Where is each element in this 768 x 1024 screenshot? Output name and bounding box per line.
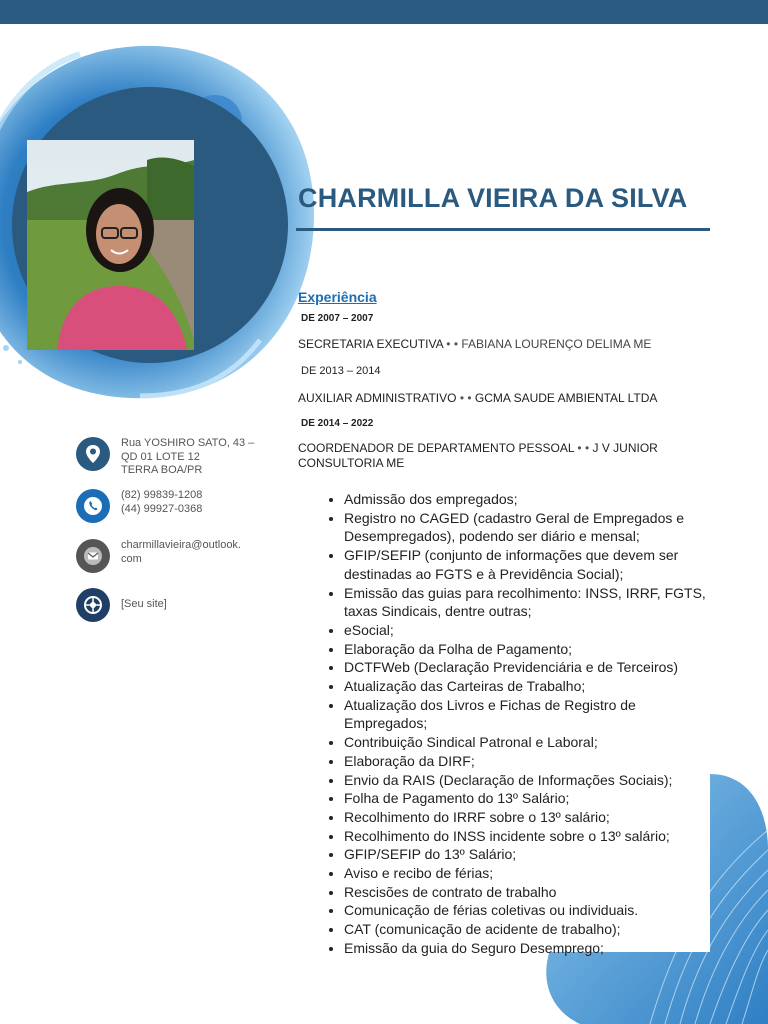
name-divider: [296, 228, 710, 231]
map-pin-icon: [76, 437, 110, 471]
contact-address: [76, 437, 286, 477]
phone-number-1: (82) 99839-1208: [121, 489, 203, 501]
job-3-dates: DE 2014 – 2022: [301, 418, 374, 429]
task-item: • Atualização dos Livros e Fichas de Registro de Empregados;: [344, 696, 710, 733]
task-item: • Envio da RAIS (Declaração de Informações Sociais);: [344, 771, 710, 790]
job-1-role: SECRETARIA EXECUTIVA: [298, 337, 443, 351]
task-item: • Comunicação de férias coletivas ou individuais.: [344, 901, 710, 920]
task-item: • Elaboração da DIRF;: [344, 752, 710, 771]
contact-website: [76, 588, 286, 628]
phone-icon: [76, 489, 110, 523]
top-bar: [0, 0, 768, 24]
task-item: • Atualização das Carteiras de Trabalho;: [344, 677, 710, 696]
task-item: • GFIP/SEFIP (conjunto de informações que devem ser destinadas ao FGTS e à Previdência Social);: [344, 546, 710, 583]
email-line-2[interactable]: com: [121, 552, 142, 565]
task-item: • GFIP/SEFIP do 13º Salário;: [344, 845, 710, 864]
website-icon: [76, 588, 110, 622]
address-line-2: QD 01 LOTE 12: [121, 450, 200, 463]
task-item: • Elaboração da Folha de Pagamento;: [344, 640, 710, 659]
website-link[interactable]: [Seu site]: [121, 598, 167, 610]
profile-photo: [27, 140, 194, 350]
task-list: [300, 490, 710, 958]
job-1-dates: DE 2007 – 2007: [301, 313, 374, 324]
task-item: • Folha de Pagamento do 13º Salário;: [344, 789, 710, 808]
job-2-dates: DE 2013 – 2014: [301, 365, 381, 377]
task-item: • Emissão da guia do Seguro Desemprego;: [344, 939, 710, 958]
task-item: • Registro no CAGED (cadastro Geral de Empregados e Desempregados), podendo ser diário e mensal;: [344, 509, 710, 546]
job-3-role: COORDENADOR DE DEPARTAMENTO PESSOAL: [298, 441, 575, 455]
task-item: • Recolhimento do IRRF sobre o 13º salário;: [344, 808, 710, 827]
job-2-separator: • •: [459, 391, 472, 405]
address-line-3: TERRA BOA/PR: [121, 464, 203, 476]
job-3-separator: • •: [577, 441, 590, 455]
task-item: • Recolhimento do INSS incidente sobre o 13º salário;: [344, 827, 710, 846]
address-line-1: Rua YOSHIRO SATO, 43 –: [121, 437, 255, 449]
phone-number-2: (44) 99927-0368: [121, 502, 203, 515]
candidate-name: CHARMILLA VIEIRA DA SILVA: [298, 183, 688, 213]
job-2-company: GCMA SAUDE AMBIENTAL LTDA: [474, 391, 658, 405]
task-item: • Admissão dos empregados;: [344, 490, 710, 509]
task-item: • Aviso e recibo de férias;: [344, 864, 710, 883]
task-item: • CAT (comunicação de acidente de trabalho);: [344, 920, 710, 939]
job-1-title: [298, 337, 708, 352]
job-1-company: FABIANA LOURENÇO DELIMA ME: [461, 337, 652, 351]
job-3-company: J V JUNIOR CONSULTORIA ME: [298, 441, 658, 470]
job-1-separator: • •: [446, 337, 459, 351]
task-item: • eSocial;: [344, 621, 710, 640]
task-item: • Emissão das guias para recolhimento: INSS, IRRF, FGTS, taxas Sindicais, dentre outras;: [344, 584, 710, 621]
task-item: • Contribuição Sindical Patronal e Laboral;: [344, 733, 710, 752]
job-2-title: [298, 391, 708, 406]
job-3-title: [298, 441, 708, 471]
experience-heading: Experiência: [298, 289, 377, 305]
email-icon: [76, 539, 110, 573]
contact-email: [76, 539, 286, 579]
contact-phone: [76, 489, 286, 529]
job-2-role: AUXILIAR ADMINISTRATIVO: [298, 391, 457, 405]
email-line-1[interactable]: charmillavieira@outlook.: [121, 539, 241, 551]
task-item: • DCTFWeb (Declaração Previdenciária e de Terceiros): [344, 658, 710, 677]
task-item: • Rescisões de contrato de trabalho: [344, 883, 710, 902]
